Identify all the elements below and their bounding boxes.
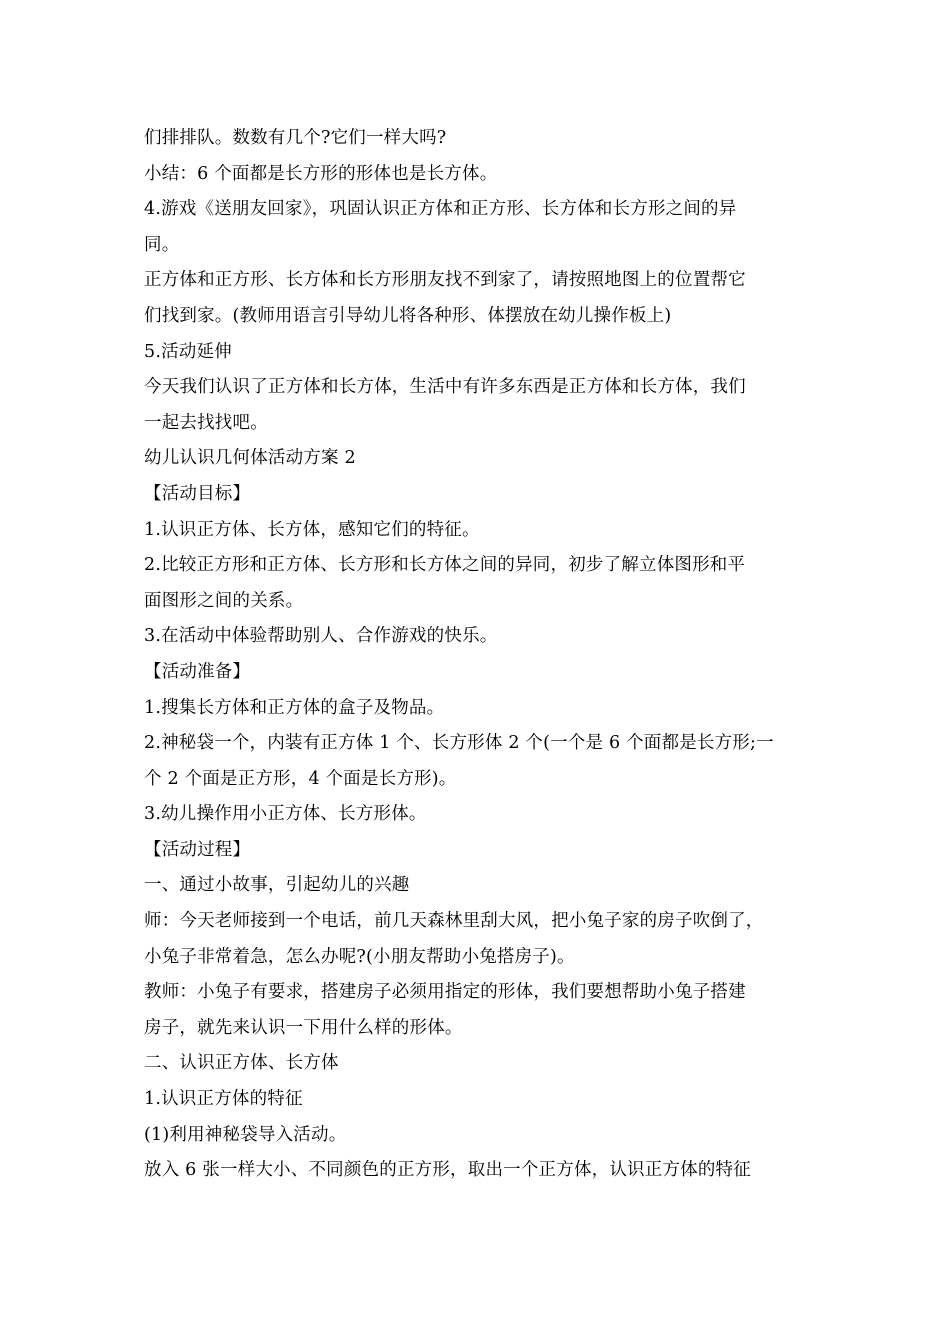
section-heading: 【活动目标】 — [144, 483, 251, 504]
text-line: 正方体和正方形、长方体和长方形朋友找不到家了，请按照地图上的位置帮它 — [144, 270, 746, 291]
text-line: 一起去找找吧。 — [144, 412, 268, 433]
text-line: 们找到家。(教师用语言引导幼儿将各种形、体摆放在幼儿操作板上) — [144, 305, 672, 326]
document-title: 幼儿认识几何体活动方案 2 — [144, 448, 356, 469]
text-line: (1)利用神秘袋导入活动。 — [144, 1124, 347, 1145]
text-line: 4.游戏《送朋友回家》，巩固认识正方体和正方形、长方体和长方形之间的异 — [144, 199, 737, 220]
subsection-heading: 一、通过小故事，引起幼儿的兴趣 — [144, 875, 410, 896]
text-line: 2.神秘袋一个，内装有正方体 1 个、长方形体 2 个(一个是 6 个面都是长方形;一 — [144, 733, 774, 754]
text-line: 房子，就先来认识一下用什么样的形体。 — [144, 1017, 463, 1038]
text-line: 教师：小兔子有要求，搭建房子必须用指定的形体，我们要想帮助小兔子搭建 — [144, 982, 746, 1003]
text-line: 小结：6 个面都是长方形的形体也是长方体。 — [144, 163, 498, 184]
text-line: 同。 — [144, 234, 180, 255]
text-line: 1.认识正方体、长方体，感知它们的特征。 — [144, 519, 480, 540]
text-line: 面图形之间的关系。 — [144, 590, 304, 611]
subsection-heading: 二、认识正方体、长方体 — [144, 1053, 339, 1074]
text-line: 个 2 个面是正方形，4 个面是长方形)。 — [144, 768, 457, 789]
text-line: 3.幼儿操作用小正方体、长方形体。 — [144, 804, 427, 825]
text-line: 放入 6 张一样大小、不同颜色的正方形，取出一个正方体，认识正方体的特征 — [144, 1160, 751, 1181]
section-heading: 5.活动延伸 — [144, 341, 232, 362]
text-line: 们排排队。数数有几个?它们一样大吗? — [144, 128, 447, 148]
section-heading: 【活动准备】 — [144, 661, 251, 682]
text-line: 今天我们认识了正方体和长方体，生活中有许多东西是正方体和长方体，我们 — [144, 377, 746, 398]
text-line: 师：今天老师接到一个电话，前几天森林里刮大风，把小兔子家的房子吹倒了， — [144, 911, 764, 932]
document-body — [144, 121, 844, 1189]
text-line: 3.在活动中体验帮助别人、合作游戏的快乐。 — [144, 626, 498, 647]
text-line: 2.比较正方形和正方体、长方形和长方体之间的异同，初步了解立体图形和平 — [144, 555, 746, 576]
section-heading: 【活动过程】 — [144, 839, 251, 860]
text-line: 小兔子非常着急，怎么办呢?(小朋友帮助小兔搭房子)。 — [144, 946, 575, 967]
text-line: 1.认识正方体的特征 — [144, 1089, 303, 1110]
text-line: 1.搜集长方体和正方体的盒子及物品。 — [144, 697, 445, 718]
